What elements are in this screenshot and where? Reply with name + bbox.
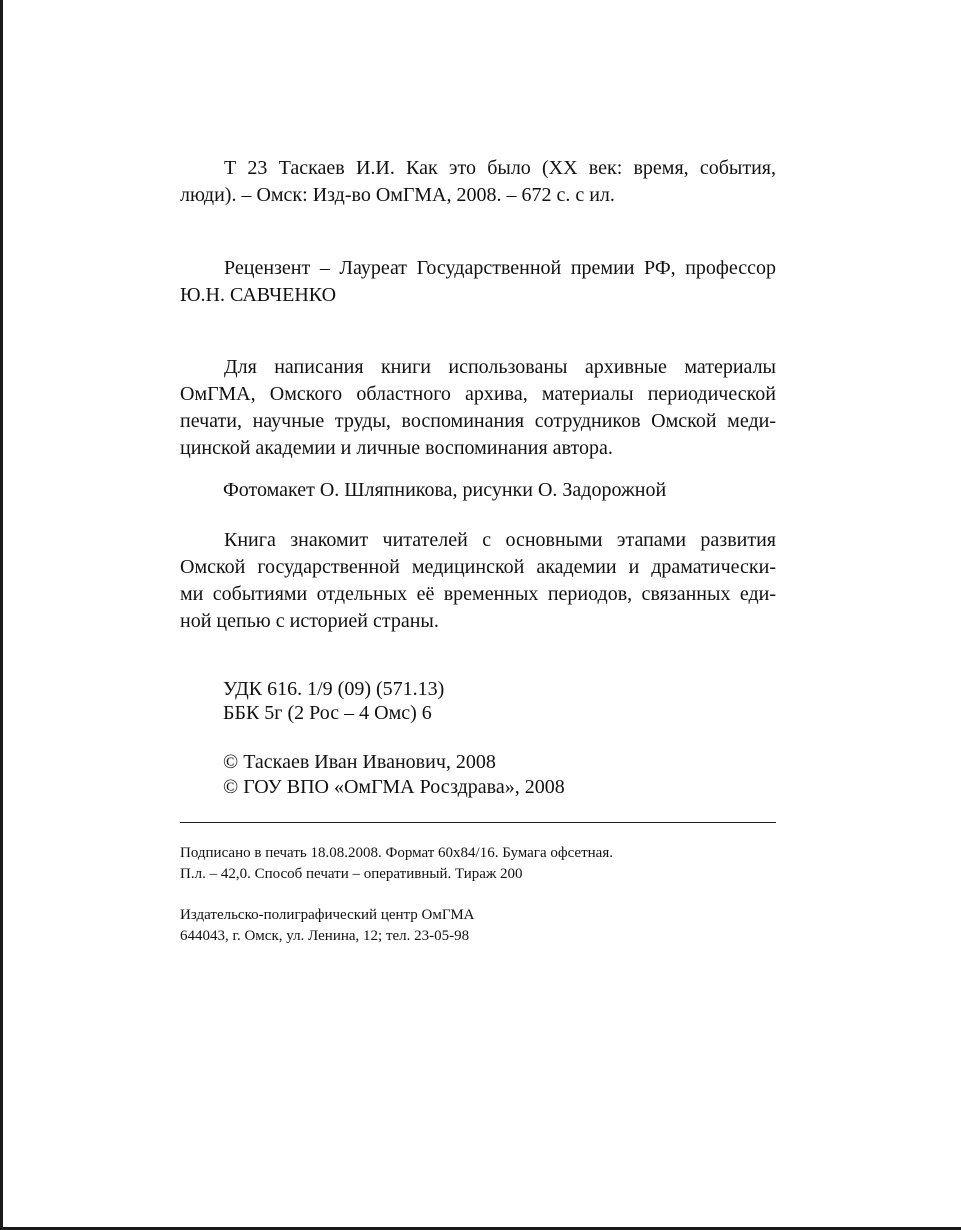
- annotation-line-4: ной цепью с историей страны.: [180, 610, 439, 632]
- annotation-line-3: ми событиями отдельных её временных периодов, связанных еди-: [180, 583, 776, 605]
- sources-line-1: Для написания книги использованы архивные материалы: [224, 356, 776, 378]
- udk-code: УДК 616. 1/9 (09) (571.13): [223, 678, 445, 700]
- catalog-entry-line-2: люди). – Омск: Изд-во ОмГМА, 2008. – 672 с. с ил.: [180, 184, 615, 206]
- imprint-center-name: Издательско-полиграфический центр ОмГМА: [180, 907, 475, 923]
- copyright-author: © Таскаев Иван Иванович, 2008: [223, 751, 496, 773]
- annotation-paragraph: [180, 527, 776, 635]
- reviewer-name: Ю.Н. САВЧЕНКО: [180, 284, 337, 306]
- reviewer-note: [180, 255, 776, 309]
- credits-line: Фотомакет О. Шляпникова, рисунки О. Задорожной: [223, 479, 667, 501]
- imprint-signed-line: Подписано в печать 18.08.2008. Формат 60x84/16. Бумага офсетная.: [180, 845, 613, 861]
- annotation-line-1: Книга знакомит читателей с основными этапами развития: [224, 529, 776, 551]
- imprint-print-line: П.л. – 42,0. Способ печати – оперативный. Тираж 200: [180, 866, 523, 882]
- sources-line-3: печати, научные труды, воспоминания сотрудников Омской меди-: [180, 410, 776, 432]
- page-border-left: [0, 0, 3, 1230]
- bbk-code: ББК 5г (2 Рос – 4 Омс) 6: [223, 702, 432, 724]
- sources-paragraph: [180, 354, 776, 462]
- copyright-publisher: © ГОУ ВПО «ОмГМА Росздрава», 2008: [223, 776, 565, 798]
- sources-line-4: цинской академии и личные воспоминания автора.: [180, 437, 613, 459]
- imprint-divider: [180, 822, 776, 823]
- sources-line-2: ОмГМА, Омского областного архива, материалы периодической: [180, 383, 776, 405]
- imprint-address: 644043, г. Омск, ул. Ленина, 12; тел. 23-05-98: [180, 928, 470, 944]
- reviewer-line-1: Рецензент – Лауреат Государственной премии РФ, профессор: [224, 257, 776, 279]
- catalog-entry-line-1: Т 23 Таскаев И.И. Как это было (XX век: время, события,: [224, 157, 776, 179]
- annotation-line-2: Омской государственной медицинской академии и драматически-: [180, 556, 776, 578]
- catalog-entry: [180, 155, 776, 209]
